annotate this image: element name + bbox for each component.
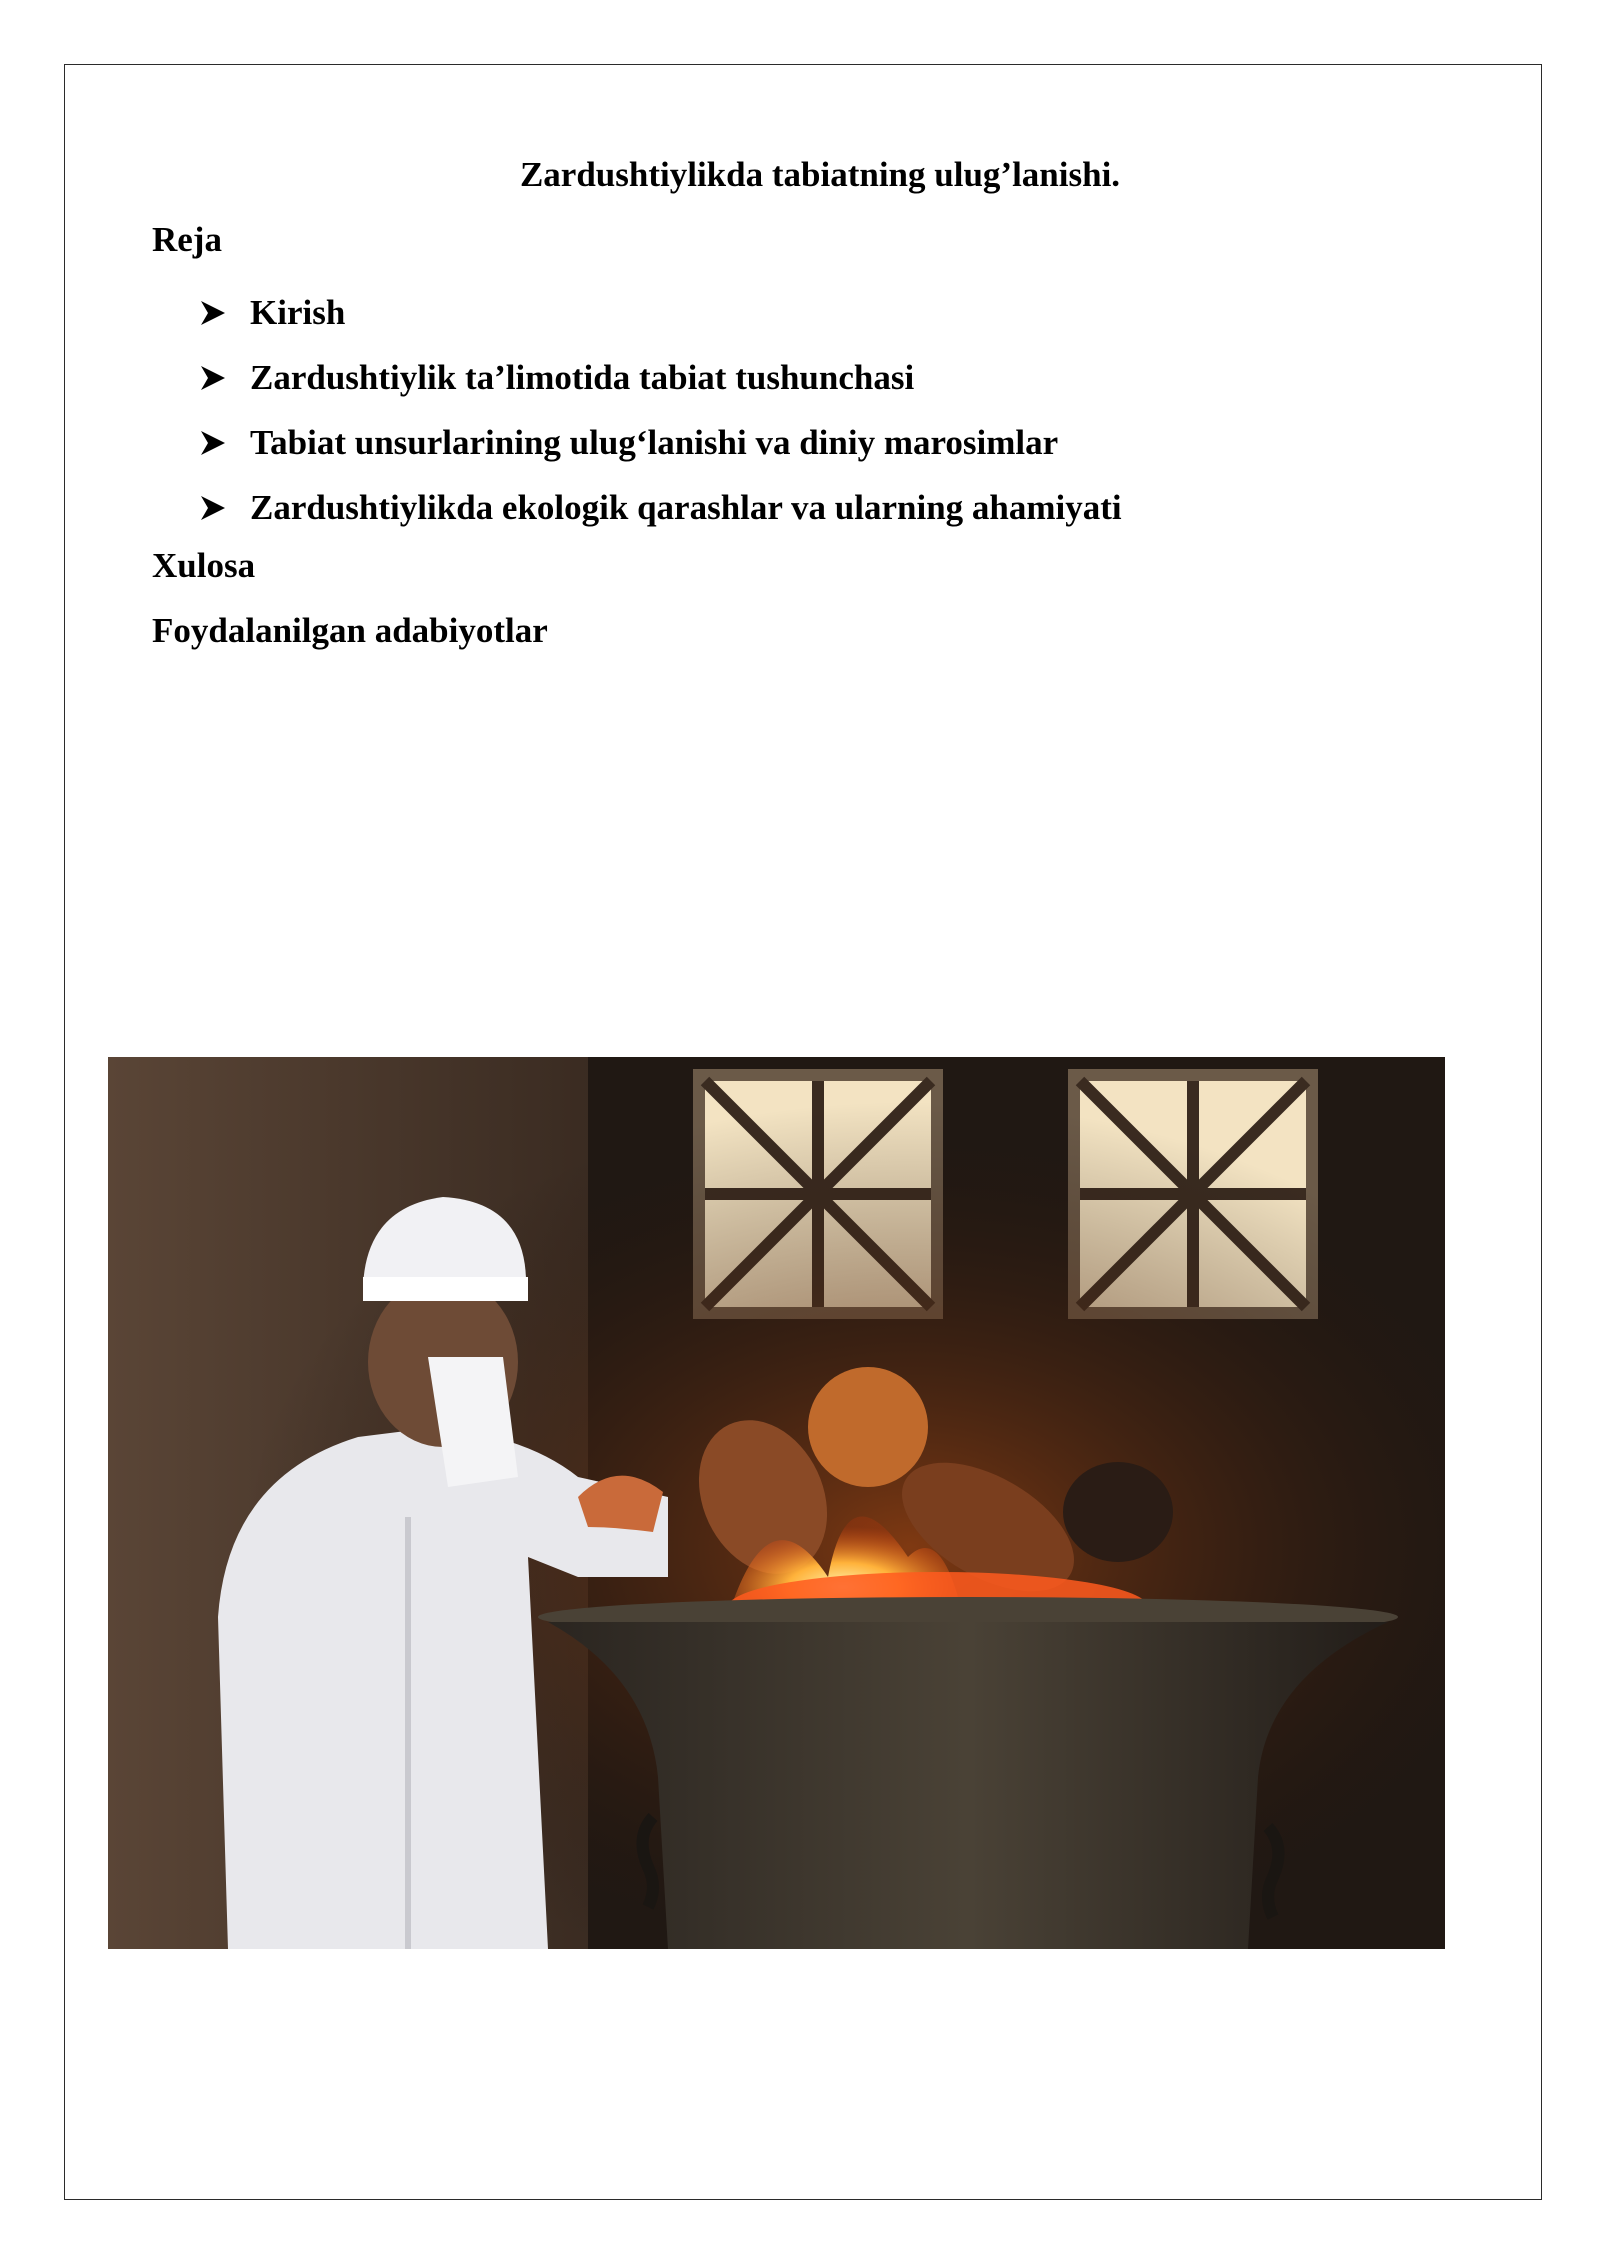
document-title: Zardushtiylikda tabiatning ulug’lanishi. — [519, 155, 1121, 194]
fire-temple-illustration — [108, 1057, 1445, 1949]
plan-item-label: Zardushtiylik ta’limotida tabiat tushunchasi — [250, 357, 915, 397]
plan-item — [200, 280, 1122, 345]
plan-item — [200, 410, 1122, 475]
arrowhead-bullet-icon — [200, 430, 250, 456]
arrowhead-bullet-icon — [200, 365, 250, 391]
plan-item — [200, 345, 1122, 410]
plan-heading: Reja — [152, 220, 222, 259]
references-heading: Foydalanilgan adabiyotlar — [152, 611, 548, 650]
fire-temple-photo — [108, 1057, 1445, 1949]
plan-list — [200, 280, 1122, 540]
arrowhead-bullet-icon — [200, 300, 250, 326]
plan-item-label: Tabiat unsurlarining ulug‘lanishi va diniy marosimlar — [250, 422, 1059, 462]
plan-item — [200, 475, 1122, 540]
arrowhead-bullet-icon — [200, 495, 250, 521]
plan-item-label: Kirish — [250, 292, 346, 332]
conclusion-heading: Xulosa — [152, 546, 256, 585]
plan-item-label: Zardushtiylikda ekologik qarashlar va ularning ahamiyati — [250, 487, 1122, 527]
